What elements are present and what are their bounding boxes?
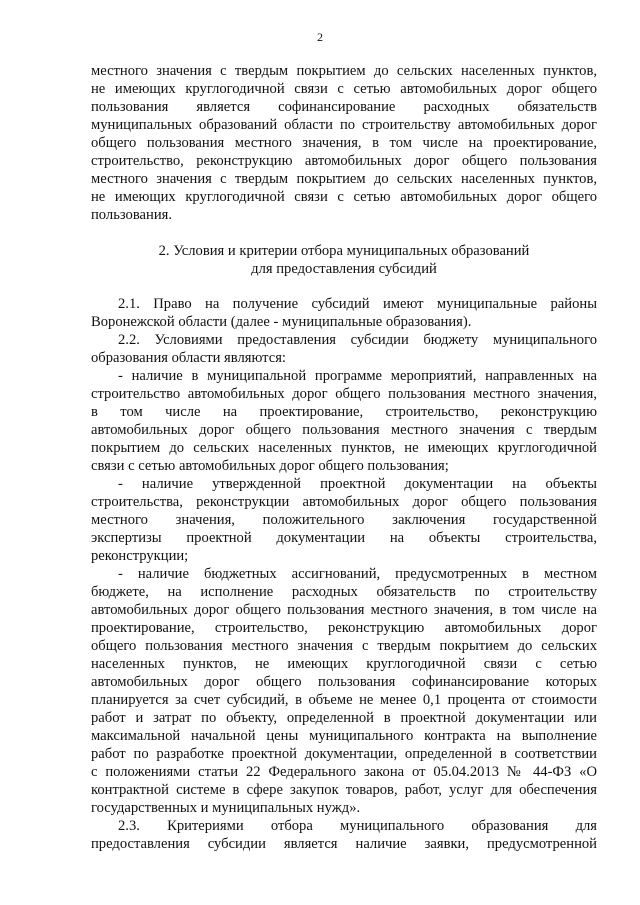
text-line: - наличие утвержденной проектной документации на объекты	[118, 476, 597, 492]
text-line: проектирование, строительство, реконструкцию автомобильных дорог	[91, 620, 597, 636]
text-line: муниципальных образований области по строительству автомобильных дорог	[91, 117, 597, 133]
text-line: контрактной системе в сфере закупок товаров, работ, услуг для обеспечения	[91, 782, 597, 798]
text-line: 2.1. Право на получение субсидий имеют муниципальные районы	[118, 296, 597, 312]
text-line: строительство автомобильных дорог общего пользования местного значения,	[91, 386, 597, 402]
text-line: экспертизы проектной документации на объекты строительства,	[91, 530, 597, 546]
text-line: 2.3. Критериями отбора муниципального образования для	[118, 818, 597, 834]
text-line: работ и затрат по объекту, определенной в проектной документации или	[91, 710, 597, 726]
text-line: работ по разработке проектной документации, определенной в соответствии	[91, 746, 597, 762]
text-line: бюджете, на исполнение расходных обязательств по строительству	[91, 584, 597, 600]
text-line: с положениями статьи 22 Федерального закона от 05.04.2013 № 44-ФЗ «О	[91, 764, 597, 780]
text-line: пользования является софинансирование расходных обязательств	[91, 99, 597, 115]
text-line: строительства, реконструкции автомобильных дорог общего пользования	[91, 494, 597, 510]
text-line: пользования.	[91, 207, 172, 223]
text-line: автомобильных дорог общего пользования местного значения с твердым	[91, 422, 597, 438]
text-line: реконструкции;	[91, 548, 189, 564]
section-heading-line: 2. Условия и критерии отбора муниципальных образований	[158, 243, 530, 259]
text-line: - наличие в муниципальной программе мероприятий, направленных на	[118, 368, 597, 384]
text-line: Воронежской области (далее - муниципальные образования).	[91, 314, 472, 330]
text-line: - наличие бюджетных ассигнований, предусмотренных в местном	[118, 566, 597, 582]
text-line: связи с сетью автомобильных дорог общего пользования;	[91, 458, 449, 474]
text-line: местного значения с твердым покрытием до сельских населенных пунктов,	[91, 63, 597, 79]
text-line: автомобильных дорог общего пользования софинансирование которых	[91, 674, 597, 690]
text-line: не имеющих круглогодичной связи с сетью автомобильных дорог общего	[91, 81, 597, 97]
text-line: планируется за счет субсидий, в объеме не менее 0,1 процента от стоимости	[91, 692, 597, 708]
text-line: населенных пунктов, не имеющих круглогодичной связи с сетью	[91, 656, 597, 672]
text-line: предоставления субсидии является наличие заявки, предусмотренной	[91, 836, 597, 852]
text-line: общего пользования местного значения с твердым покрытием до сельских	[91, 638, 597, 654]
text-line: не имеющих круглогодичной связи с сетью автомобильных дорог общего	[91, 189, 597, 205]
text-line: местного значения, положительного заключения государственной	[91, 512, 597, 528]
text-line: государственных и муниципальных нужд».	[91, 800, 361, 816]
text-line: строительство, реконструкцию автомобильных дорог общего пользования	[91, 153, 597, 169]
text-line: местного значения с твердым покрытием до сельских населенных пунктов,	[91, 171, 597, 187]
text-line: 2.2. Условиями предоставления субсидии бюджету муниципального	[118, 332, 597, 348]
text-line: автомобильных дорог общего пользования местного значения, в том числе на	[91, 602, 597, 618]
text-line: образования области являются:	[91, 350, 286, 366]
text-line: покрытием до сельских населенных пунктов, не имеющих круглогодичной	[91, 440, 597, 456]
section-heading-line: для предоставления субсидий	[251, 261, 437, 277]
page-number: 2	[317, 30, 323, 44]
text-line: общего пользования местного значения, в том числе на проектирование,	[91, 135, 597, 151]
text-line: максимальной начальной цены муниципального контракта на выполнение	[91, 728, 597, 744]
text-line: в том числе на проектирование, строительство, реконструкцию	[91, 404, 597, 420]
